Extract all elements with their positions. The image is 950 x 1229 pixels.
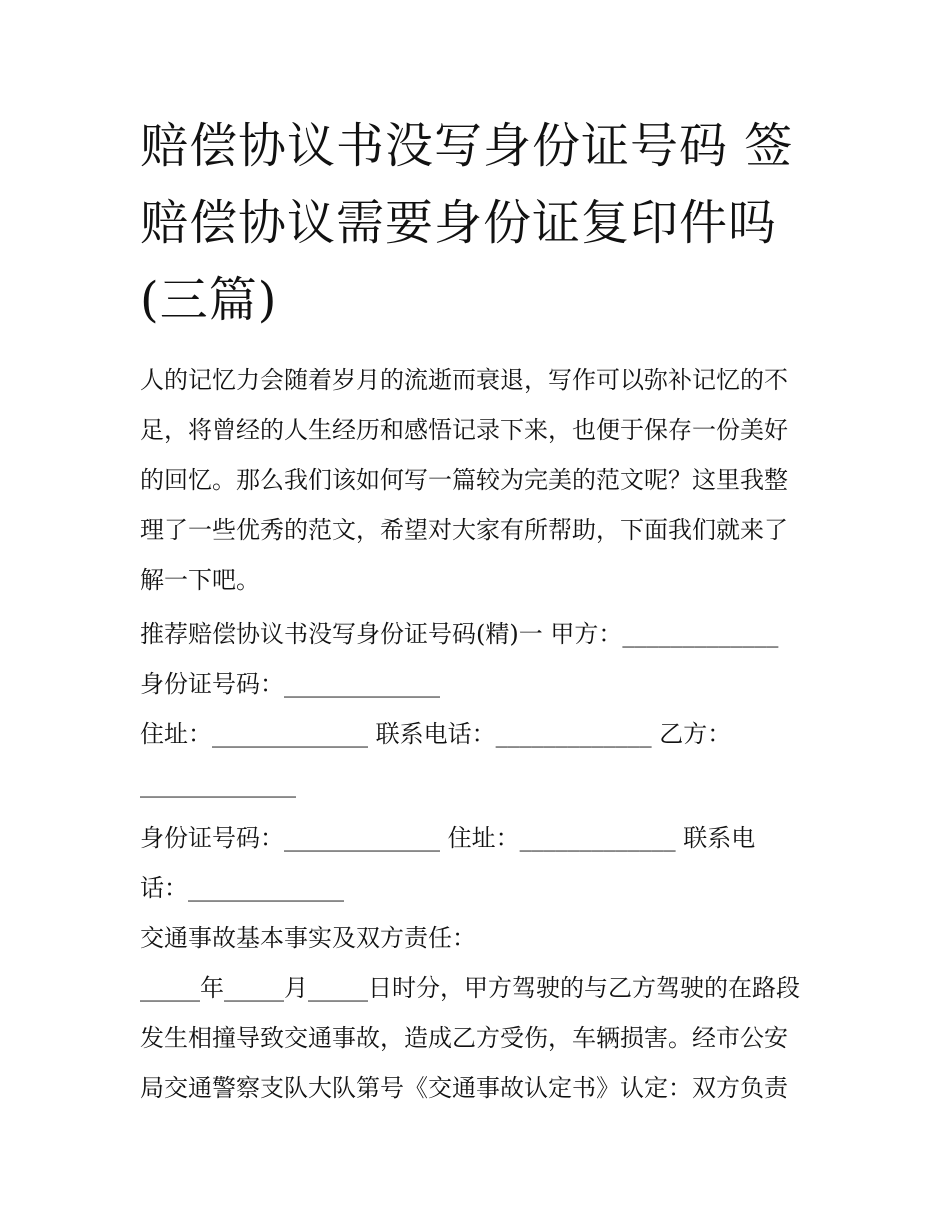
- party-a-line: 推荐赔偿协议书没写身份证号码(精)一 甲方：_____________: [140, 620, 779, 648]
- title-line-3: (三篇): [140, 272, 278, 328]
- party-b-id-line: 身份证号码：_____________ 住址：_____________ 联系电: [140, 824, 756, 852]
- section-heading-accident: 交通事故基本事实及双方责任：: [140, 924, 476, 952]
- accident-line-3: 局交通警察支队大队第号《交通事故认定书》认定：双方负责: [140, 1074, 788, 1102]
- party-a-address-line: 住址：_____________ 联系电话：_____________ 乙方：: [140, 720, 732, 748]
- accident-line-2: 发生相撞导致交通事故，造成乙方受伤，车辆损害。经市公安: [140, 1024, 788, 1052]
- intro-line-5: 解一下吧。: [140, 566, 260, 594]
- party-a-id-line: 身份证号码：_____________: [140, 670, 440, 698]
- intro-line-1: 人的记忆力会随着岁月的流逝而衰退，写作可以弥补记忆的不: [140, 366, 788, 394]
- title-line-2: 赔偿协议需要身份证复印件吗: [140, 195, 778, 251]
- intro-line-4: 理了一些优秀的范文，希望对大家有所帮助，下面我们就来了: [140, 516, 788, 544]
- party-b-blank-line: _____________: [140, 770, 296, 798]
- title-line-1: 赔偿协议书没写身份证号码 签: [140, 118, 794, 174]
- document-body: [140, 355, 830, 1113]
- party-b-phone-line: 话：_____________: [140, 874, 344, 902]
- document-title: [140, 108, 830, 339]
- intro-line-3: 的回忆。那么我们该如何写一篇较为完美的范文呢？这里我整: [140, 466, 788, 494]
- accident-line-1: _____年_____月_____日时分，甲方驾驶的与乙方驾驶的在路段: [140, 974, 800, 1002]
- intro-line-2: 足，将曾经的人生经历和感悟记录下来，也便于保存一份美好: [140, 416, 788, 444]
